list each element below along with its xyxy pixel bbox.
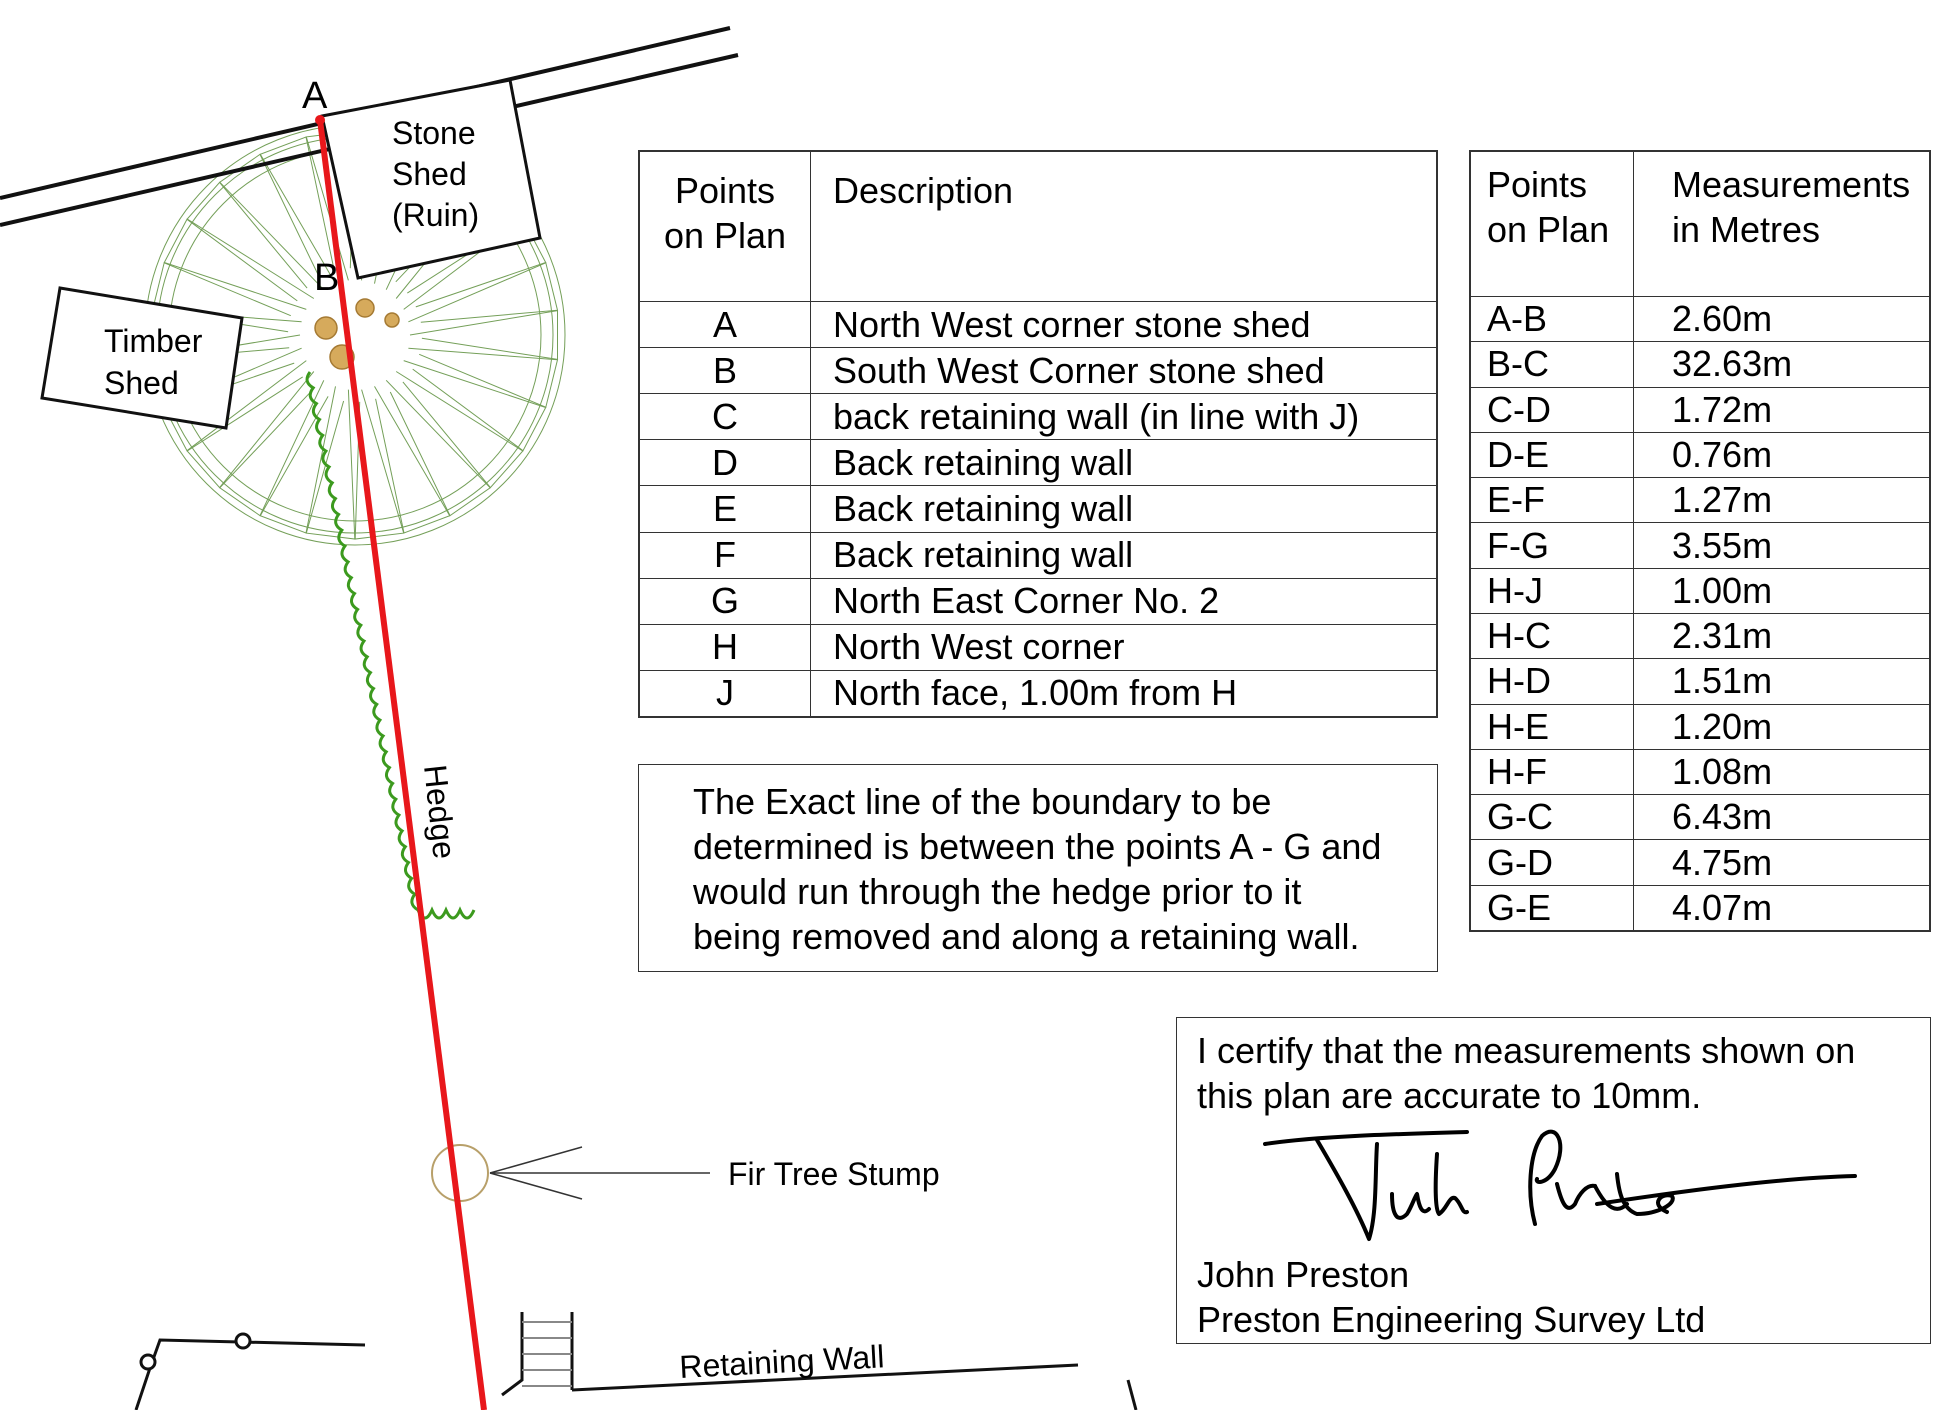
legend-description: Back retaining wall <box>811 486 1437 532</box>
measurement-points: G-E <box>1471 885 1634 930</box>
measurement-value: 2.31m <box>1634 613 1930 658</box>
measurement-row <box>1471 704 1930 749</box>
legend-row <box>640 532 1437 578</box>
legend-row <box>640 578 1437 624</box>
measurement-value: 4.75m <box>1634 840 1930 885</box>
measurements-table-box <box>1469 150 1931 932</box>
measurement-points: H-F <box>1471 749 1634 794</box>
stone-shed-label-3: (Ruin) <box>392 197 480 233</box>
measurement-row <box>1471 885 1930 930</box>
legend-point: F <box>640 532 811 578</box>
certificate-company: Preston Engineering Survey Ltd <box>1197 1299 1706 1340</box>
measurement-points: H-J <box>1471 568 1634 613</box>
certificate-box <box>1176 1017 1931 1344</box>
fir-tree-stump <box>432 1145 488 1201</box>
measurement-points: H-E <box>1471 704 1634 749</box>
legend-row <box>640 394 1437 440</box>
hedge-label: Hedge <box>417 762 463 861</box>
legend-description: North West corner <box>811 624 1437 670</box>
boundary-note-box <box>638 764 1438 972</box>
measurement-value: 4.07m <box>1634 885 1930 930</box>
signature <box>1257 1114 1857 1254</box>
measurements-table-body <box>1471 297 1930 931</box>
boundary-note-line-1: The Exact line of the boundary to be <box>693 781 1272 822</box>
measurement-row <box>1471 432 1930 477</box>
legend-header-description: Description <box>811 152 1437 302</box>
legend-row <box>640 624 1437 670</box>
legend-point: H <box>640 624 811 670</box>
legend-point: E <box>640 486 811 532</box>
measurement-value: 1.51m <box>1634 659 1930 704</box>
legend-point: G <box>640 578 811 624</box>
measurement-value: 1.08m <box>1634 749 1930 794</box>
certificate-line-2: this plan are accurate to 10mm. <box>1197 1075 1702 1116</box>
canopy-branch <box>187 182 314 298</box>
measurement-points: B-C <box>1471 342 1634 387</box>
measurement-row <box>1471 749 1930 794</box>
legend-description: North face, 1.00m from H <box>811 670 1437 716</box>
timber-shed-label-1: Timber <box>104 323 203 359</box>
stone-shed-label-1: Stone <box>392 115 476 151</box>
measurement-row <box>1471 297 1930 342</box>
legend-table <box>639 151 1437 717</box>
boundary-note-line-3: would run through the hedge prior to it <box>693 871 1302 912</box>
measurement-value: 1.20m <box>1634 704 1930 749</box>
canopy-branch <box>410 311 558 360</box>
measurement-points: G-D <box>1471 840 1634 885</box>
measurement-value: 6.43m <box>1634 795 1930 840</box>
legend-description: Back retaining wall <box>811 532 1437 578</box>
measurement-points: H-C <box>1471 613 1634 658</box>
measurement-points: F-G <box>1471 523 1634 568</box>
measurement-points: C-D <box>1471 387 1634 432</box>
legend-table-box <box>638 150 1438 718</box>
canopy-branch <box>408 348 557 407</box>
boundary-note-line-2: determined is between the points A - G and <box>693 826 1382 867</box>
legend-row <box>640 348 1437 394</box>
certificate-line-1: I certify that the measurements shown on <box>1197 1030 1856 1071</box>
measurements-header-values-1: Measurements <box>1672 164 1911 205</box>
legend-description: North West corner stone shed <box>811 302 1437 348</box>
measurement-row <box>1471 659 1930 704</box>
measurement-row <box>1471 568 1930 613</box>
measurement-points: E-F <box>1471 478 1634 523</box>
measurement-row <box>1471 478 1930 523</box>
measurement-points: D-E <box>1471 432 1634 477</box>
fir-tree-stump-label: Fir Tree Stump <box>728 1156 940 1192</box>
steps <box>522 1322 572 1386</box>
measurement-points: G-C <box>1471 795 1634 840</box>
log-pile <box>315 299 399 369</box>
measurement-row <box>1471 613 1930 658</box>
measurements-header-points-1: Points <box>1487 164 1588 205</box>
legend-point: A <box>640 302 811 348</box>
stone-shed-label-2: Shed <box>392 156 467 192</box>
timber-shed-label-2: Shed <box>104 365 179 401</box>
measurements-table <box>1470 151 1930 931</box>
legend-description: South West Corner stone shed <box>811 348 1437 394</box>
legend-header-points-1: Points <box>674 170 776 211</box>
measurement-value: 3.55m <box>1634 523 1930 568</box>
measurements-header-points-2: on Plan <box>1487 209 1610 250</box>
measurements-header-values <box>1634 152 1930 297</box>
fence-posts <box>136 1334 365 1410</box>
legend-point: B <box>640 348 811 394</box>
legend-header-points <box>640 152 811 302</box>
legend-point: D <box>640 440 811 486</box>
legend-description: back retaining wall (in line with J) <box>811 394 1437 440</box>
legend-point: J <box>640 670 811 716</box>
measurement-value: 1.27m <box>1634 478 1930 523</box>
legend-description: Back retaining wall <box>811 440 1437 486</box>
legend-table-body <box>640 302 1437 717</box>
measurement-points: H-D <box>1471 659 1634 704</box>
measurement-row <box>1471 840 1930 885</box>
measurement-row <box>1471 523 1930 568</box>
measurement-row <box>1471 795 1930 840</box>
measurement-value: 1.00m <box>1634 568 1930 613</box>
legend-description: North East Corner No. 2 <box>811 578 1437 624</box>
legend-row <box>640 302 1437 348</box>
legend-header-points-2: on Plan <box>663 215 787 256</box>
legend-row <box>640 670 1437 716</box>
measurements-header-points <box>1471 152 1634 297</box>
measurement-value: 2.60m <box>1634 297 1930 342</box>
point-a-label: A <box>302 75 328 117</box>
measurement-row <box>1471 342 1930 387</box>
measurement-value: 0.76m <box>1634 432 1930 477</box>
retaining-wall-label: Retaining Wall <box>678 1338 886 1385</box>
legend-point: C <box>640 394 811 440</box>
boundary-note-line-4: being removed and along a retaining wall. <box>693 916 1360 957</box>
canopy-branch <box>375 386 450 533</box>
legend-row <box>640 486 1437 532</box>
measurement-row <box>1471 387 1930 432</box>
measurement-points: A-B <box>1471 297 1634 342</box>
stump-leader-lines <box>490 1147 710 1199</box>
certificate-name: John Preston <box>1197 1254 1410 1295</box>
canopy-branch <box>408 263 557 322</box>
measurement-value: 32.63m <box>1634 342 1930 387</box>
point-b-label: B <box>314 257 340 299</box>
measurement-value: 1.72m <box>1634 387 1930 432</box>
canopy-branch <box>396 372 523 488</box>
legend-row <box>640 440 1437 486</box>
boundary-line <box>320 120 484 1410</box>
measurements-header-values-2: in Metres <box>1672 209 1821 250</box>
